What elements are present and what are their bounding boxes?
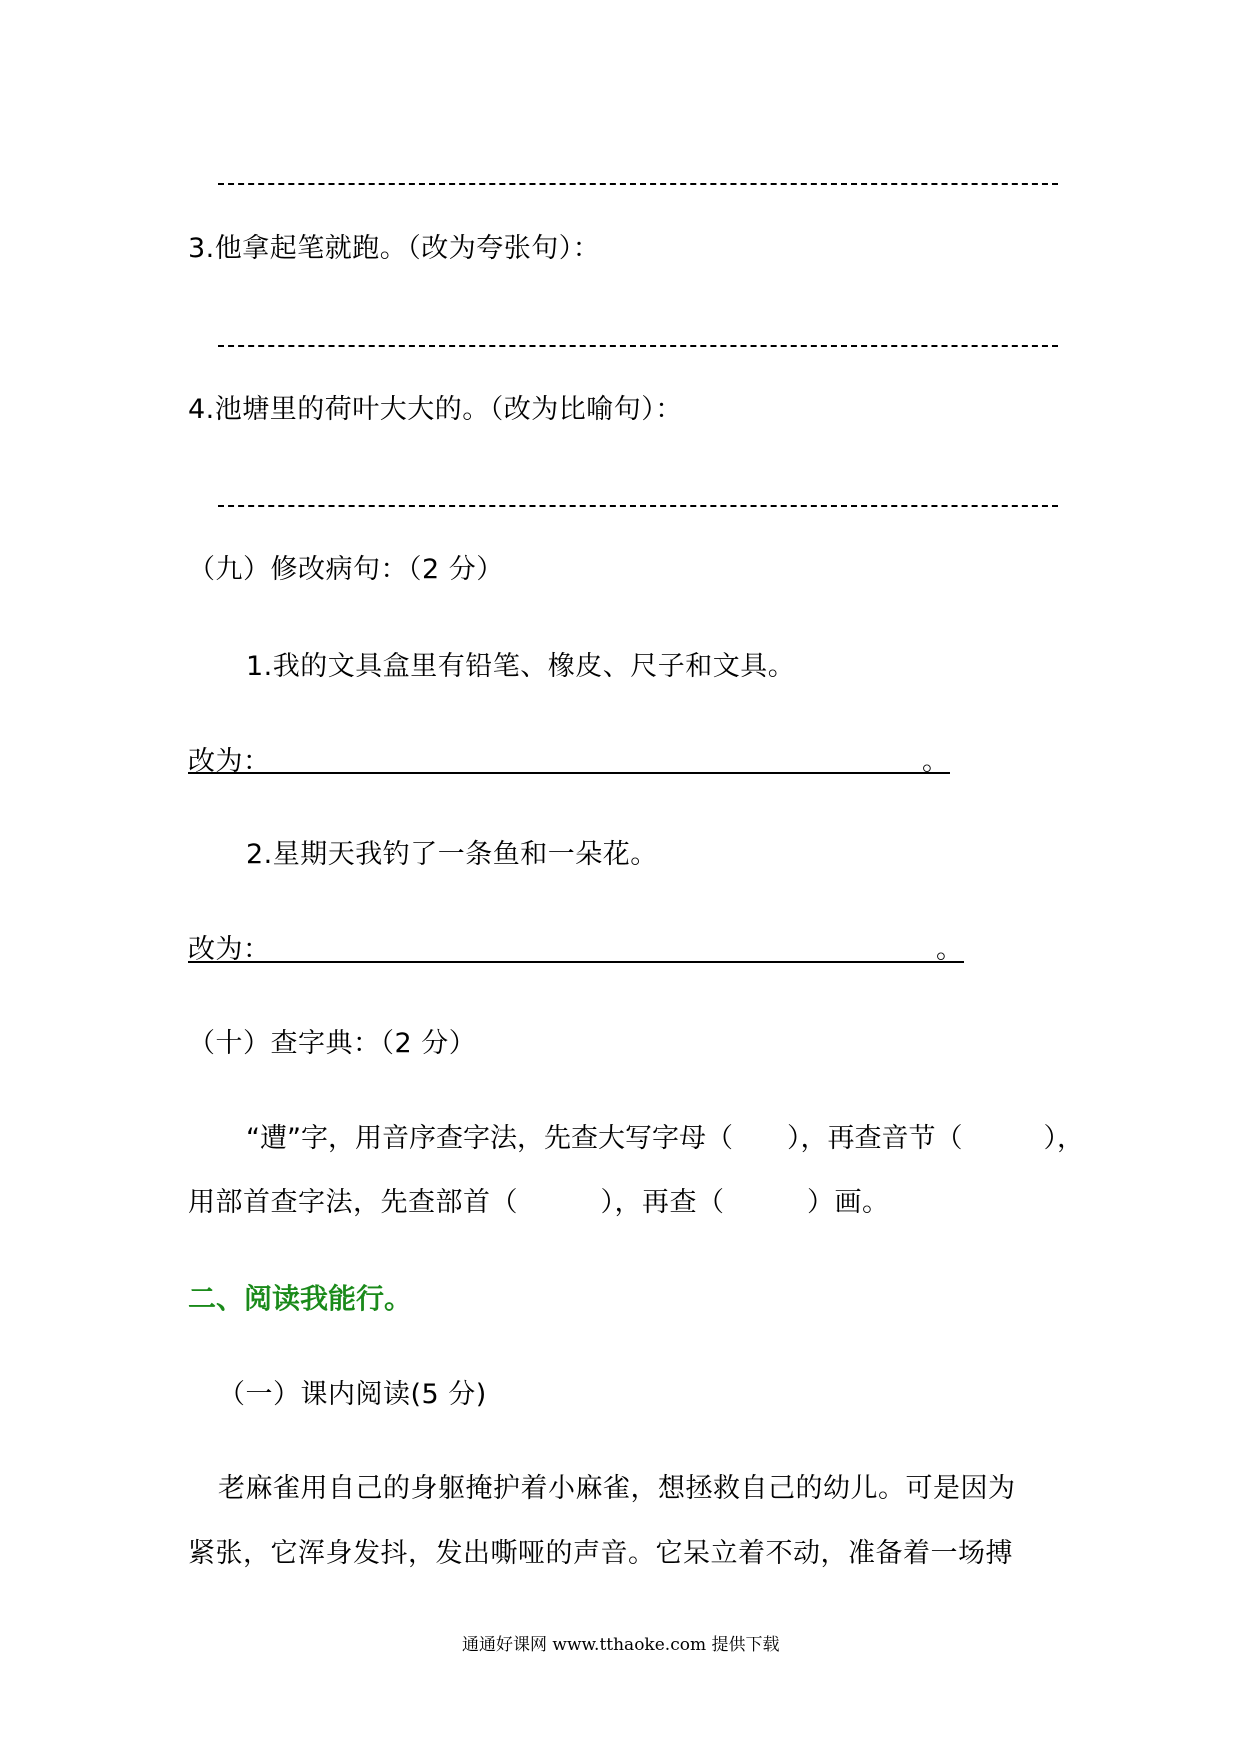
section-10-line-2: 用部首查字法，先查部首（ ），再查（ ）画。 bbox=[188, 1187, 890, 1218]
passage-line-1: 老麻雀用自己的身躯掩护着小麻雀，想拯救自己的幼儿。可是因为 bbox=[218, 1473, 1016, 1504]
section-10-line-1: “遭”字，用音序查字法，先查大写字母（ ），再查音节（ ）， bbox=[246, 1123, 1084, 1154]
exercise-item-3: 3.他拿起笔就跑。（改为夸张句）： bbox=[188, 233, 601, 264]
answer-fill-line[interactable] bbox=[188, 772, 950, 774]
answer-dashed-line bbox=[218, 505, 1058, 507]
answer-period: 。 bbox=[936, 934, 964, 965]
answer-dashed-line bbox=[218, 345, 1058, 347]
section-9-question-2: 2.星期天我钓了一条鱼和一朵花。 bbox=[246, 839, 658, 870]
answer-fill-line[interactable] bbox=[188, 961, 964, 963]
section-10-title: （十）查字典：（2 分） bbox=[188, 1028, 477, 1059]
answer-label: 改为： bbox=[188, 934, 271, 965]
answer-dashed-line bbox=[218, 183, 1058, 185]
part-2-heading: 二、阅读我能行。 bbox=[188, 1282, 413, 1315]
exercise-item-4: 4.池塘里的荷叶大大的。（改为比喻句）： bbox=[188, 394, 683, 425]
answer-period: 。 bbox=[922, 746, 950, 777]
passage-line-2: 紧张，它浑身发抖，发出嘶哑的声音。它呆立着不动，准备着一场搏 bbox=[188, 1538, 1013, 1569]
reading-subsection-title: （一）课内阅读(5 分) bbox=[218, 1379, 487, 1410]
answer-label: 改为： bbox=[188, 746, 271, 777]
section-9-title: （九）修改病句：（2 分） bbox=[188, 554, 504, 585]
section-9-question-1: 1.我的文具盒里有铅笔、橡皮、尺子和文具。 bbox=[246, 651, 796, 682]
page-footer: 通通好课网 www.tthaoke.com 提供下载 bbox=[462, 1635, 780, 1655]
